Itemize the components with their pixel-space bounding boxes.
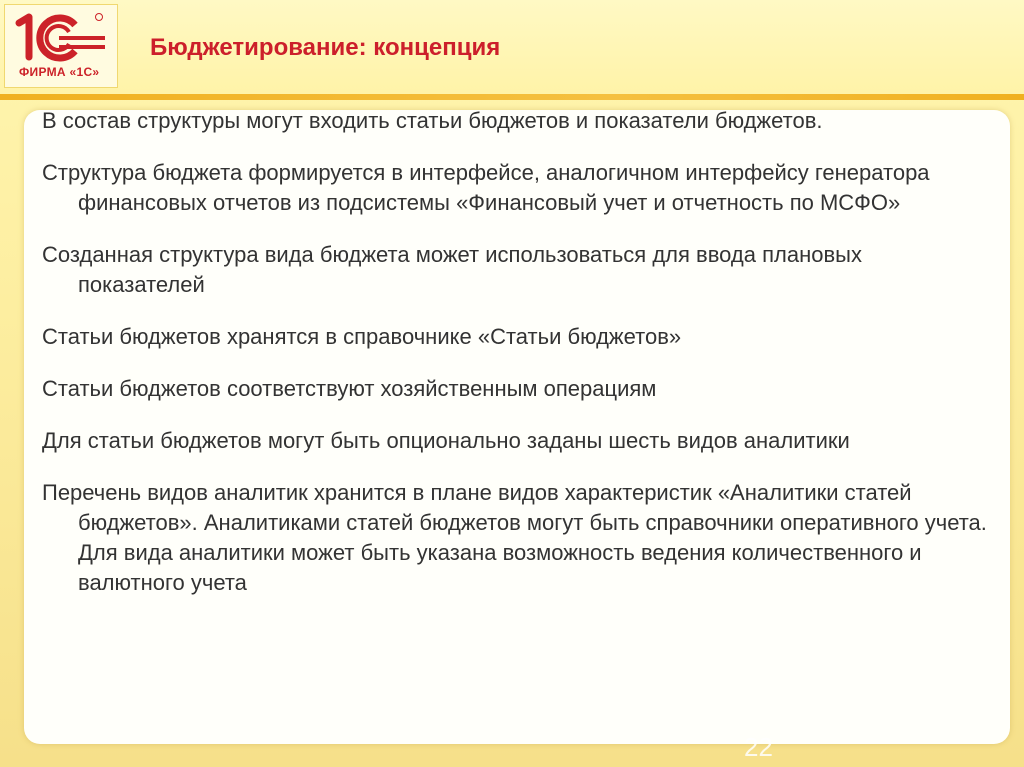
logo-1c-icon [5,5,117,67]
logo-caption: ФИРМА «1С» [19,65,100,79]
bullet-paragraph: Для статьи бюджетов могут быть опционально заданы шесть видов аналитики [42,428,850,453]
page-number: 22 [744,732,773,762]
bullet-paragraph: Статьи бюджетов хранятся в справочнике «Статьи бюджетов» [42,324,682,349]
logo-1c [4,4,118,88]
slide-body [42,106,992,620]
bullet-paragraph: Перечень видов аналитик хранится в плане видов характеристик «Аналитики статей бюджетов». Аналитиками статей бюджетов могут быть справочники оперативного учета. Для вида аналитики может быть указана возможность ведения количественного и валютного учета [42,480,987,595]
slide-title: Бюджетирование: концепция [150,34,501,61]
bullet-paragraph: Созданная структура вида бюджета может использоваться для ввода плановых показателей [42,242,862,297]
bullet-paragraph: В состав структуры могут входить статьи бюджетов и показатели бюджетов. [42,108,823,133]
bullet-paragraph: Структура бюджета формируется в интерфейсе, аналогичном интерфейсу генератора финансовых отчетов из подсистемы «Финансовый учет и отчетность по МСФО» [42,160,930,215]
slide-header [0,0,1024,94]
header-rule [0,94,1024,100]
bullet-paragraph: Статьи бюджетов соответствуют хозяйственным операциям [42,376,657,401]
